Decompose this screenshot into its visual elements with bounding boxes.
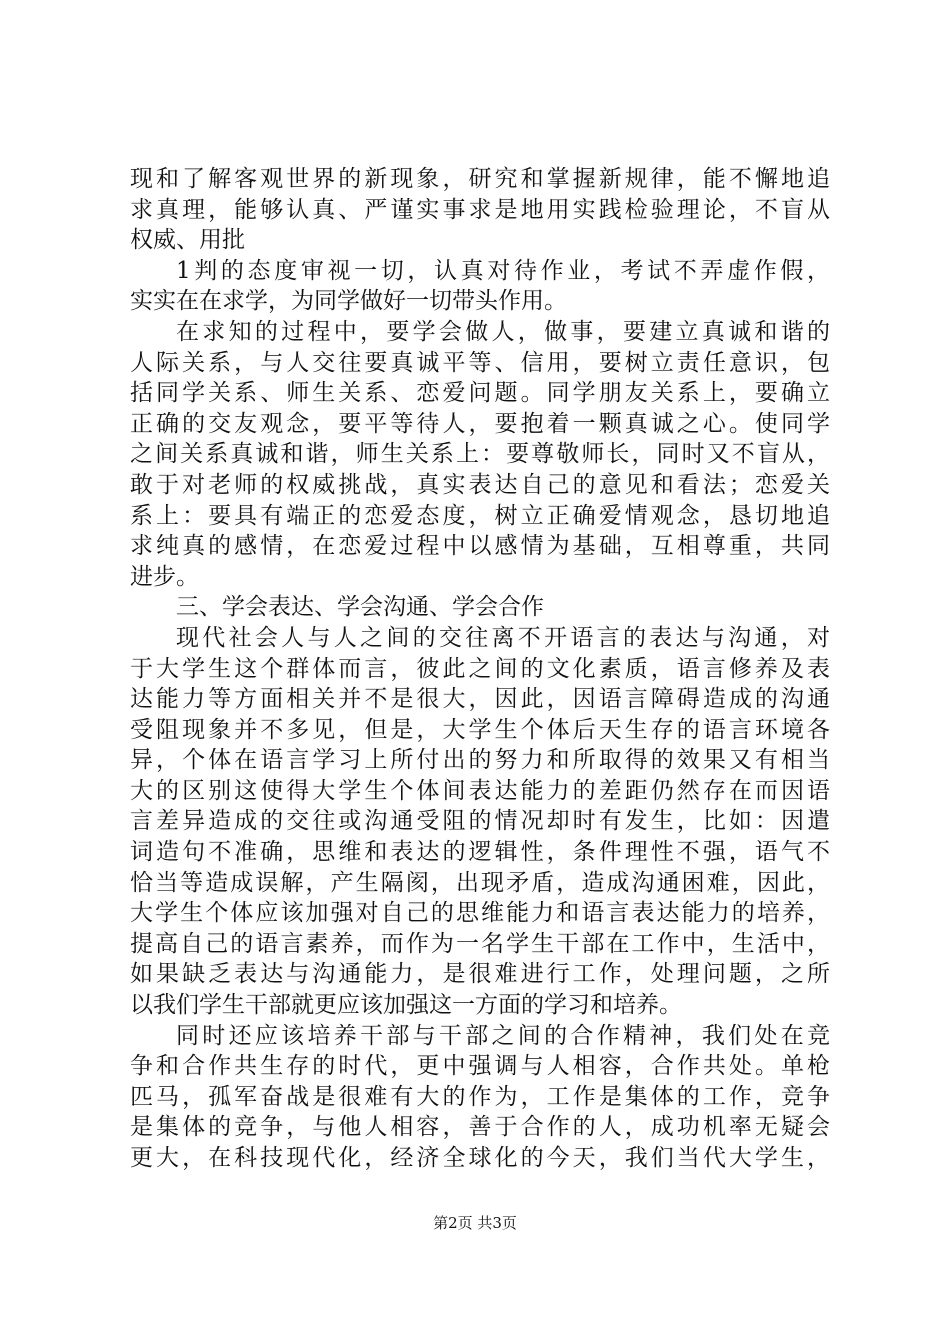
document-body — [130, 164, 830, 1174]
text-line: 系上：要具有端正的恋爱态度，树立正确爱情观念，恳切地追 — [130, 502, 830, 529]
text-line: 人际关系，与人交往要真诚平等、信用，要树立责任意识，包 — [130, 349, 830, 376]
text-line: 更大，在科技现代化，经济全球化的今天，我们当代大学生， — [130, 1145, 830, 1171]
text-line: 现代社会人与人之间的交往离不开语言的表达与沟通，对 — [176, 624, 830, 651]
text-line: 括同学关系、师生关系、恋爱问题。同学朋友关系上，要确立 — [130, 380, 830, 407]
text-line: 实实在在求学，为同学做好一切带头作用。 — [130, 288, 567, 315]
text-line: 敢于对老师的权威挑战，真实表达自己的意见和看法；恋爱关 — [130, 471, 830, 498]
text-line: 求纯真的感情，在恋爱过程中以感情为基础，互相尊重，共同 — [130, 533, 830, 560]
text-line: 达能力等方面相关并不是很大，因此，因语言障碍造成的沟通 — [130, 686, 830, 713]
text-line: 1判的态度审视一切，认真对待作业，考试不弄虚作假， — [176, 257, 830, 284]
text-line: 大的区别这使得大学生个体间表达能力的差距仍然存在而因语 — [130, 777, 830, 804]
text-line: 如果缺乏表达与沟通能力，是很难进行工作，处理问题，之所 — [130, 961, 830, 988]
text-line: 受阻现象并不多见，但是，大学生个体后天生存的语言环境各 — [130, 716, 830, 743]
text-line: 匹马，孤军奋战是很难有大的作为，工作是集体的工作，竞争 — [130, 1083, 830, 1110]
text-line: 言差异造成的交往或沟通受阻的情况却时有发生，比如：因遣 — [130, 808, 830, 835]
text-line: 进步。 — [130, 563, 199, 590]
page-number-label: 第2页 共3页 — [433, 1214, 517, 1232]
page-footer — [0, 1213, 950, 1233]
text-line: 大学生个体应该加强对自己的思维能力和语言表达能力的培养， — [130, 900, 830, 927]
text-line: 以我们学生干部就更应该加强这一方面的学习和培养。 — [130, 992, 682, 1019]
text-line: 于大学生这个群体而言，彼此之间的文化素质，语言修养及表 — [130, 655, 830, 682]
text-line: 之间关系真诚和谐，师生关系上：要尊敬师长，同时又不盲从， — [130, 441, 830, 468]
text-line: 权威、用批 — [130, 227, 245, 254]
text-line: 是集体的竞争，与他人相容，善于合作的人，成功机率无疑会 — [130, 1114, 830, 1141]
text-line: 异，个体在语言学习上所付出的努力和所取得的效果又有相当 — [130, 747, 830, 774]
text-line: 现和了解客观世界的新现象，研究和掌握新规律，能不懈地追 — [130, 166, 830, 192]
text-line: 恰当等造成误解，产生隔阂，出现矛盾，造成沟通困难，因此， — [130, 869, 830, 896]
text-line: 提高自己的语言素养，而作为一名学生干部在工作中，生活中， — [130, 930, 830, 957]
text-line: 争和合作共生存的时代，更中强调与人相容，合作共处。单枪 — [130, 1053, 830, 1080]
text-line: 正确的交友观念，要平等待人，要抱着一颗真诚之心。使同学 — [130, 410, 830, 437]
text-line: 求真理，能够认真、严谨实事求是地用实践检验理论，不盲从 — [130, 196, 830, 223]
text-line: 同时还应该培养干部与干部之间的合作精神，我们处在竞 — [176, 1022, 830, 1049]
text-line: 在求知的过程中，要学会做人，做事，要建立真诚和谐的 — [176, 318, 830, 345]
section-heading: 三、学会表达、学会沟通、学会合作 — [176, 594, 544, 621]
text-line: 词造句不准确，思维和表达的逻辑性，条件理性不强，语气不 — [130, 839, 830, 866]
